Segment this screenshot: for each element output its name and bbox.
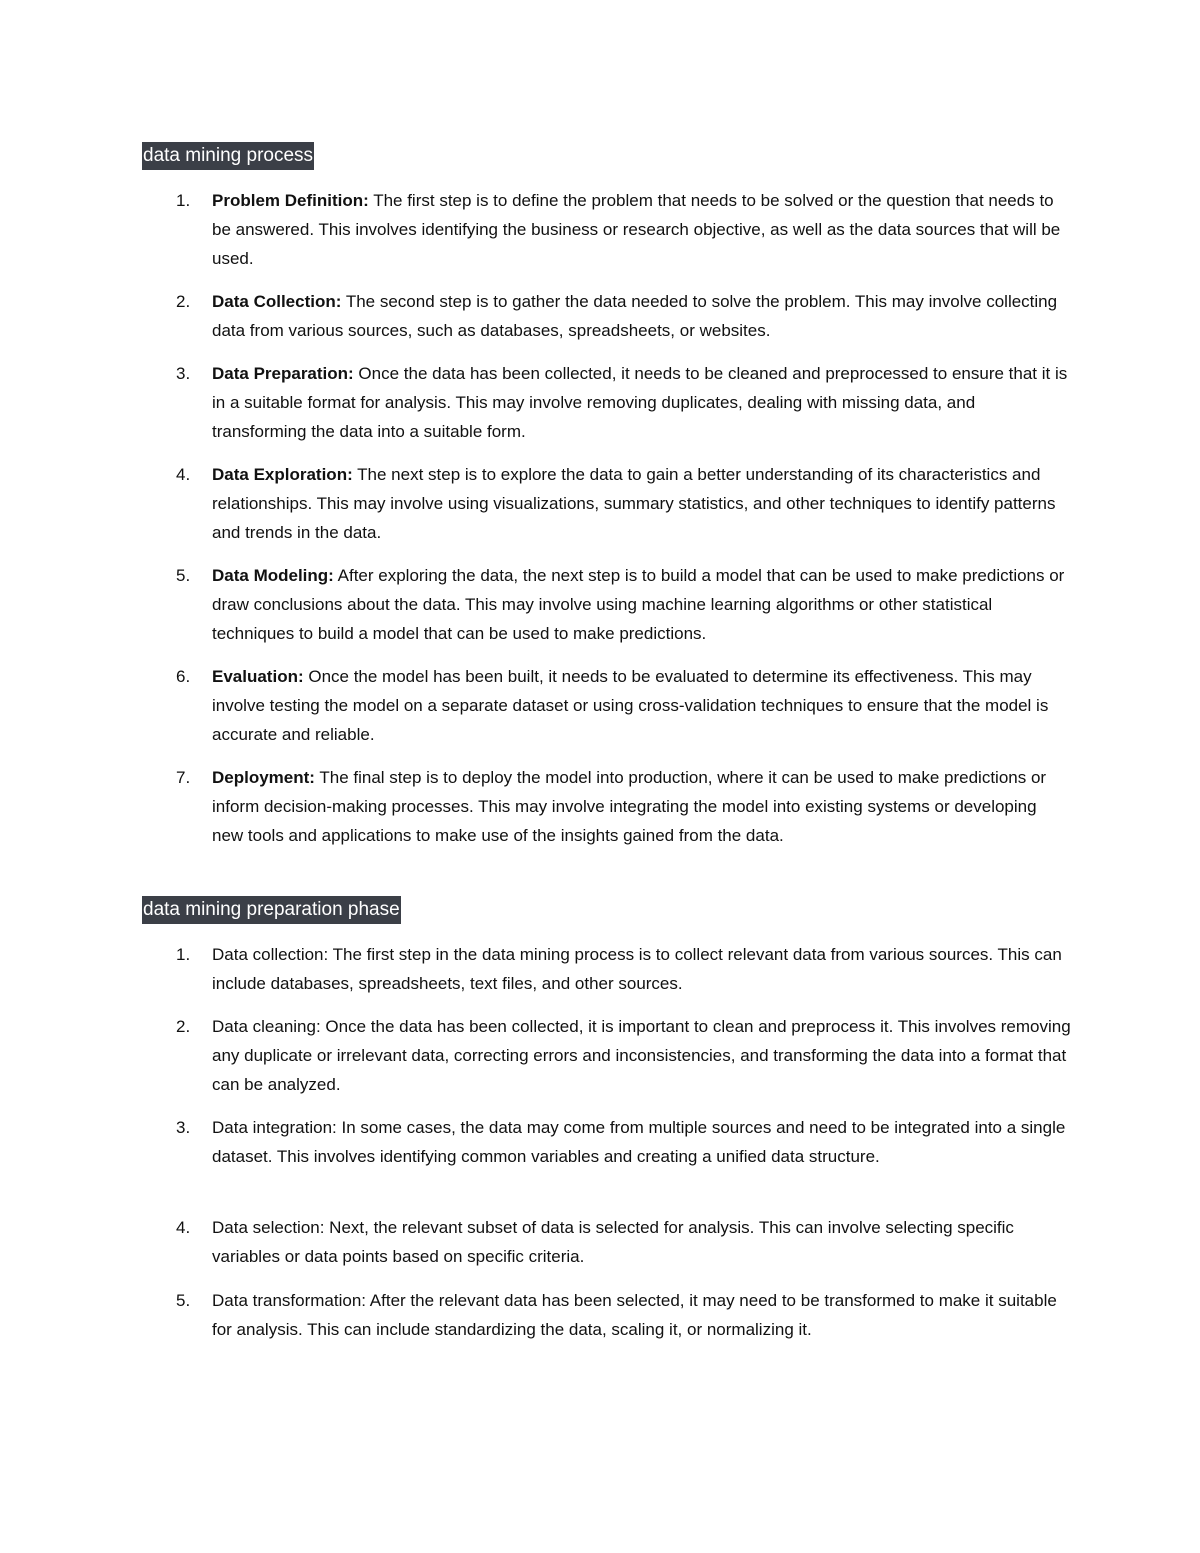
list-item-text xyxy=(212,187,1072,273)
list-item-text xyxy=(212,461,1072,547)
list-item-body: After exploring the data, the next step is to build a model that can be used to make predictions or draw conclusions about the data. This may involve using machine learning algorithms or other statistical techniques to build a model that can be used to make predictions. xyxy=(212,566,1065,643)
list-item-term: Data collection: xyxy=(212,945,329,964)
list-item-body: Next, the relevant subset of data is selected for analysis. This can involve selecting specific variables or data points based on specific criteria. xyxy=(212,1218,1014,1266)
list-item-body: The first step is to define the problem that needs to be solved or the question that needs to be answered. This involves identifying the business or research objective, as well as the data sources that will be used. xyxy=(212,191,1061,268)
list-item-number: 2. xyxy=(176,292,191,311)
list-item-term: Data Exploration: xyxy=(212,465,353,484)
list-item-number: 3. xyxy=(176,1118,191,1137)
list-item-term: Data cleaning: xyxy=(212,1017,321,1036)
list-item-body: In some cases, the data may come from multiple sources and need to be integrated into a single dataset. This involves identifying common variables and creating a unified data structure. xyxy=(212,1118,1066,1166)
list-item-text xyxy=(212,360,1072,446)
list-item-body: The first step in the data mining process is to collect relevant data from various sources. This can include databases, spreadsheets, text files, and other sources. xyxy=(212,945,1062,993)
list-item-text xyxy=(212,1287,1072,1345)
list-item-term: Data Collection: xyxy=(212,292,342,311)
list-item-text xyxy=(212,1214,1072,1272)
list-item-body: Once the data has been collected, it needs to be cleaned and preprocessed to ensure that it is in a suitable format for analysis. This may involve removing duplicates, dealing with missing data, and transforming the data into a suitable form. xyxy=(212,364,1068,441)
list-item-body: The next step is to explore the data to gain a better understanding of its characteristics and relationships. This may involve using visualizations, summary statistics, and other techniques to identify patterns and trends in the data. xyxy=(212,465,1056,542)
list-item-number: 5. xyxy=(176,1291,191,1310)
list-item-number: 7. xyxy=(176,768,191,787)
list-item-term: Evaluation: xyxy=(212,667,304,686)
list-item-body: After the relevant data has been selected, it may need to be transformed to make it suitable for analysis. This can include standardizing the data, scaling it, or normalizing it. xyxy=(212,1291,1057,1339)
list-item-body: Once the data has been collected, it is important to clean and preprocess it. This involves removing any duplicate or irrelevant data, correcting errors and inconsistencies, and transforming the data into a format that can be analyzed. xyxy=(212,1017,1071,1094)
list-item-number: 4. xyxy=(176,465,191,484)
list-item-term: Data integration: xyxy=(212,1118,337,1137)
list-item-text xyxy=(212,562,1072,648)
list-item-number: 5. xyxy=(176,566,191,585)
list-item-text xyxy=(212,941,1072,999)
list-item-text xyxy=(212,1013,1072,1099)
list-item-number: 1. xyxy=(176,191,191,210)
list-item-number: 3. xyxy=(176,364,191,383)
list-item-term: Problem Definition: xyxy=(212,191,369,210)
list-item-term: Data transformation: xyxy=(212,1291,367,1310)
list-item-text xyxy=(212,288,1072,346)
list-item-term: Data Preparation: xyxy=(212,364,354,383)
list-item-body: The second step is to gather the data needed to solve the problem. This may involve collecting data from various sources, such as databases, spreadsheets, or websites. xyxy=(212,292,1058,340)
list-item-body: The final step is to deploy the model into production, where it can be used to make predictions or inform decision-making processes. This may involve integrating the model into existing systems or developing new tools and applications to make use of the insights gained from the data. xyxy=(212,768,1047,845)
list-item-text xyxy=(212,764,1072,850)
list-item-number: 6. xyxy=(176,667,191,686)
list-item-term: Data Modeling: xyxy=(212,566,334,585)
list-item-text xyxy=(212,663,1072,749)
list-item-term: Deployment: xyxy=(212,768,315,787)
list-item-term: Data selection: xyxy=(212,1218,325,1237)
list-item-number: 1. xyxy=(176,945,191,964)
section-heading: data mining process xyxy=(142,142,314,170)
list-item-number: 4. xyxy=(176,1218,191,1237)
list-item-number: 2. xyxy=(176,1017,191,1036)
list-item-body: Once the model has been built, it needs to be evaluated to determine its effectiveness. This may involve testing the model on a separate dataset or using cross-validation techniques to ensure that the model is accurate and reliable. xyxy=(212,667,1049,744)
list-item-text xyxy=(212,1114,1072,1172)
section-heading: data mining preparation phase xyxy=(142,896,401,924)
